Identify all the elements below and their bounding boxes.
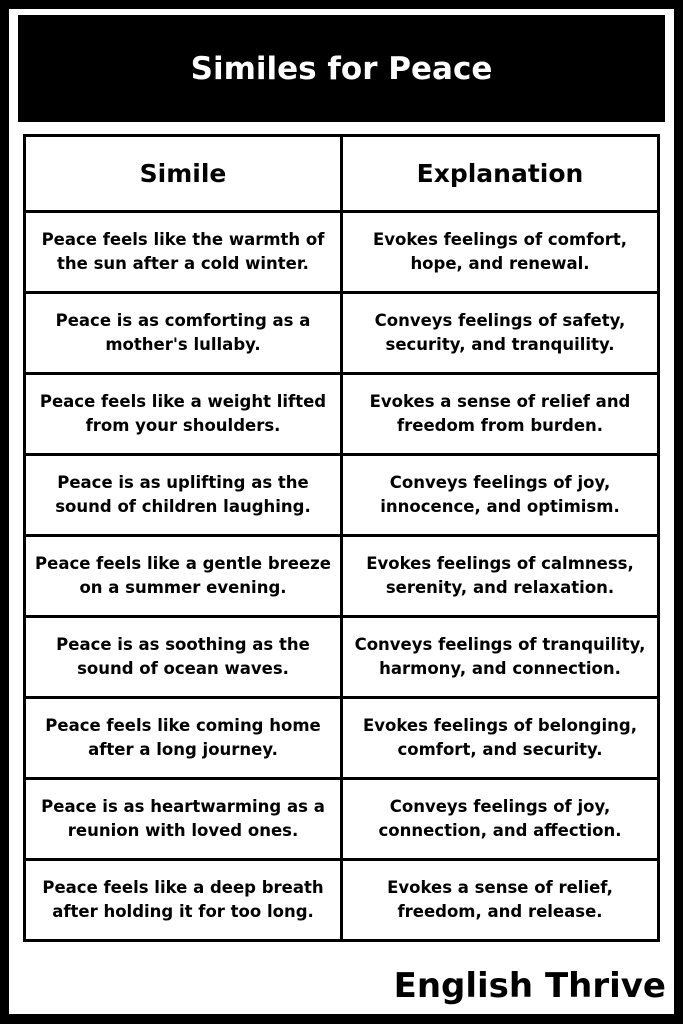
table-row	[25, 374, 659, 455]
simile-cell: Peace feels like a weight lifted from your shoulders.	[25, 374, 342, 455]
table-row	[25, 860, 659, 941]
explanation-cell: Conveys feelings of joy, connection, and affection.	[342, 779, 659, 860]
table-row	[25, 536, 659, 617]
page-frame	[9, 9, 674, 1014]
brand-watermark: English Thrive	[393, 966, 666, 1006]
simile-cell: Peace feels like a gentle breeze on a summer evening.	[25, 536, 342, 617]
explanation-cell: Conveys feelings of tranquility, harmony, and connection.	[342, 617, 659, 698]
simile-cell: Peace is as soothing as the sound of ocean waves.	[25, 617, 342, 698]
table-row	[25, 617, 659, 698]
simile-cell: Peace is as heartwarming as a reunion with loved ones.	[25, 779, 342, 860]
explanation-cell: Conveys feelings of safety, security, and tranquility.	[342, 293, 659, 374]
table-row	[25, 779, 659, 860]
explanation-cell: Evokes a sense of relief, freedom, and release.	[342, 860, 659, 941]
simile-cell: Peace feels like the warmth of the sun after a cold winter.	[25, 212, 342, 293]
header-explanation: Explanation	[342, 136, 659, 212]
explanation-cell: Conveys feelings of joy, innocence, and optimism.	[342, 455, 659, 536]
header-simile: Simile	[25, 136, 342, 212]
simile-cell: Peace is as uplifting as the sound of children laughing.	[25, 455, 342, 536]
explanation-cell: Evokes feelings of comfort, hope, and renewal.	[342, 212, 659, 293]
simile-cell: Peace feels like a deep breath after holding it for too long.	[25, 860, 342, 941]
explanation-cell: Evokes feelings of belonging, comfort, and security.	[342, 698, 659, 779]
explanation-cell: Evokes feelings of calmness, serenity, and relaxation.	[342, 536, 659, 617]
explanation-cell: Evokes a sense of relief and freedom from burden.	[342, 374, 659, 455]
table-row	[25, 698, 659, 779]
table-row	[25, 293, 659, 374]
similes-table	[23, 134, 660, 942]
page-title: Similes for Peace	[18, 15, 665, 122]
simile-cell: Peace is as comforting as a mother's lullaby.	[25, 293, 342, 374]
table-row	[25, 212, 659, 293]
table-header-row	[25, 136, 659, 212]
table-row	[25, 455, 659, 536]
simile-cell: Peace feels like coming home after a long journey.	[25, 698, 342, 779]
